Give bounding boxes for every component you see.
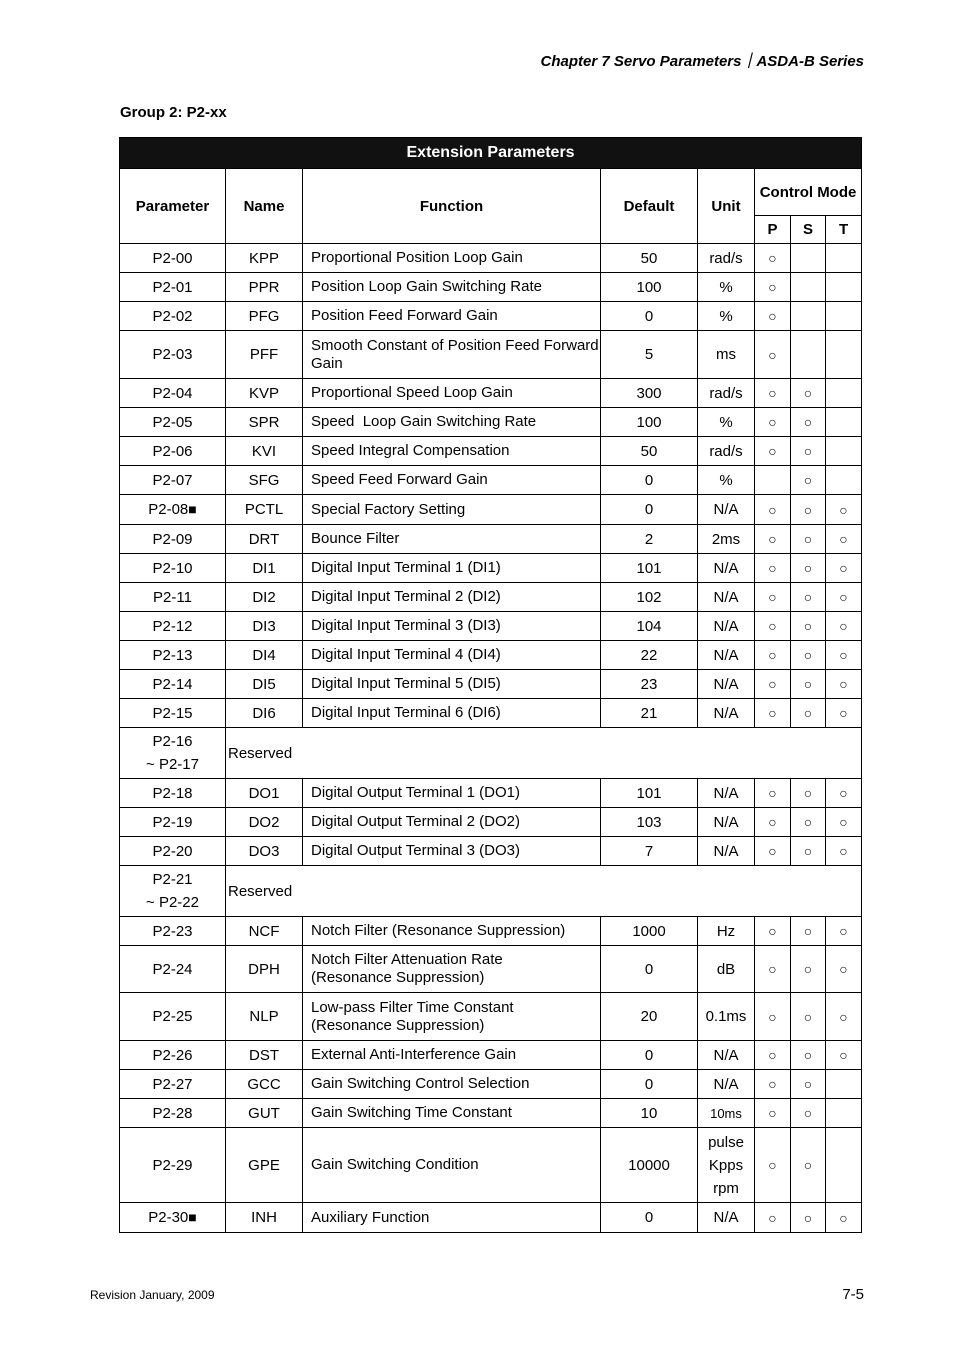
param-cell: P2-26 (120, 1041, 226, 1070)
mode-t-cell: ○ (826, 1203, 862, 1233)
mode-p-cell: ○ (755, 1099, 791, 1128)
col-header-p: P (755, 216, 791, 244)
col-header-unit: Unit (698, 169, 755, 244)
mode-p-cell: ○ (755, 946, 791, 993)
mode-s-cell: ○ (791, 1099, 826, 1128)
function-cell: Digital Input Terminal 3 (DI3) (303, 612, 601, 641)
name-cell: DI2 (226, 583, 303, 612)
mode-p-cell: ○ (755, 583, 791, 612)
default-cell: 5 (601, 331, 698, 379)
default-cell: 102 (601, 583, 698, 612)
table-row (120, 808, 862, 837)
unit-cell: % (698, 302, 755, 331)
table-row (120, 331, 862, 379)
mode-s-cell: ○ (791, 670, 826, 699)
mode-p-cell: ○ (755, 641, 791, 670)
name-cell: NCF (226, 917, 303, 946)
unit-cell: N/A (698, 554, 755, 583)
table-row (120, 917, 862, 946)
group-title: Group 2: P2-xx (120, 104, 227, 121)
name-cell: DPH (226, 946, 303, 993)
function-cell: Speed Integral Compensation (303, 437, 601, 466)
unit-cell: N/A (698, 1041, 755, 1070)
param-cell: P2-24 (120, 946, 226, 993)
mode-t-cell: ○ (826, 612, 862, 641)
table-row (120, 641, 862, 670)
mode-t-cell: ○ (826, 554, 862, 583)
param-range-start: P2-21 (152, 871, 193, 888)
mode-t-cell (826, 1070, 862, 1099)
mode-t-cell (826, 244, 862, 273)
mode-s-cell: ○ (791, 379, 826, 408)
param-cell: P2-29 (120, 1128, 226, 1203)
mode-s-cell: ○ (791, 946, 826, 993)
page-number: 7-5 (842, 1286, 864, 1303)
param-range-end: ~ P2-22 (146, 894, 199, 911)
table-row (120, 525, 862, 554)
param-cell: P2-01 (120, 273, 226, 302)
unit-line-2: Kpps (708, 1156, 744, 1174)
param-cell: P2-12 (120, 612, 226, 641)
mode-t-cell (826, 273, 862, 302)
function-line-2: (Resonance Suppression) (311, 969, 485, 986)
name-cell: KVI (226, 437, 303, 466)
function-cell: Auxiliary Function (303, 1203, 601, 1233)
mode-t-cell: ○ (826, 583, 862, 612)
col-header-control-mode: Control Mode (755, 169, 862, 216)
mode-t-cell (826, 466, 862, 495)
function-cell: Special Factory Setting (303, 495, 601, 525)
param-cell: P2-04 (120, 379, 226, 408)
default-cell: 20 (601, 993, 698, 1041)
function-cell: Digital Input Terminal 6 (DI6) (303, 699, 601, 728)
mode-s-cell: ○ (791, 437, 826, 466)
mode-t-cell: ○ (826, 525, 862, 554)
function-cell: Digital Output Terminal 3 (DO3) (303, 837, 601, 866)
name-cell: PCTL (226, 495, 303, 525)
unit-cell: % (698, 273, 755, 302)
default-cell: 22 (601, 641, 698, 670)
function-cell (303, 946, 601, 993)
param-cell (120, 495, 226, 525)
mode-s-cell: ○ (791, 612, 826, 641)
col-header-default: Default (601, 169, 698, 244)
param-cell: P2-23 (120, 917, 226, 946)
name-cell: SPR (226, 408, 303, 437)
mode-p-cell: ○ (755, 699, 791, 728)
function-cell: Digital Input Terminal 4 (DI4) (303, 641, 601, 670)
unit-cell: N/A (698, 583, 755, 612)
table-row (120, 1099, 862, 1128)
table-banner: Extension Parameters (120, 138, 862, 169)
param-range-start: P2-16 (152, 733, 193, 750)
param-range-cell (120, 728, 226, 779)
default-cell: 100 (601, 408, 698, 437)
table-row (120, 1128, 862, 1203)
default-cell: 23 (601, 670, 698, 699)
table-row (120, 993, 862, 1041)
mode-t-cell (826, 437, 862, 466)
mode-s-cell: ○ (791, 408, 826, 437)
name-cell: DRT (226, 525, 303, 554)
col-header-name: Name (226, 169, 303, 244)
col-header-t: T (826, 216, 862, 244)
name-cell: DI1 (226, 554, 303, 583)
mode-s-cell: ○ (791, 554, 826, 583)
param-cell: P2-07 (120, 466, 226, 495)
name-cell: DI4 (226, 641, 303, 670)
default-cell: 0 (601, 1203, 698, 1233)
mode-p-cell: ○ (755, 244, 791, 273)
table-row-reserved (120, 728, 862, 779)
function-cell: Digital Input Terminal 2 (DI2) (303, 583, 601, 612)
function-cell: Speed Feed Forward Gain (303, 466, 601, 495)
mode-s-cell: ○ (791, 1203, 826, 1233)
param-cell: P2-06 (120, 437, 226, 466)
mode-p-cell: ○ (755, 554, 791, 583)
function-cell: Gain Switching Control Selection (303, 1070, 601, 1099)
name-cell: DI3 (226, 612, 303, 641)
unit-cell (698, 1128, 755, 1203)
default-cell: 103 (601, 808, 698, 837)
unit-cell: N/A (698, 1203, 755, 1233)
table-row (120, 779, 862, 808)
table-row (120, 273, 862, 302)
name-cell: GPE (226, 1128, 303, 1203)
unit-cell: N/A (698, 779, 755, 808)
unit-cell: 10ms (698, 1099, 755, 1128)
mode-t-cell: ○ (826, 495, 862, 525)
table-row (120, 583, 862, 612)
param-cell: P2-14 (120, 670, 226, 699)
revision-footer: Revision January, 2009 (90, 1288, 215, 1302)
mode-s-cell: ○ (791, 583, 826, 612)
mode-p-cell: ○ (755, 273, 791, 302)
param-cell: P2-10 (120, 554, 226, 583)
mode-s-cell: ○ (791, 1128, 826, 1203)
default-cell: 0 (601, 1070, 698, 1099)
mode-p-cell (755, 466, 791, 495)
mode-s-cell: ○ (791, 641, 826, 670)
table-row (120, 244, 862, 273)
mode-p-cell: ○ (755, 495, 791, 525)
function-cell: Position Loop Gain Switching Rate (303, 273, 601, 302)
mode-s-cell: ○ (791, 1070, 826, 1099)
extension-parameters-table (119, 137, 862, 1233)
function-cell: Digital Output Terminal 2 (DO2) (303, 808, 601, 837)
reserved-cell: Reserved (226, 866, 862, 917)
function-cell: Digital Input Terminal 5 (DI5) (303, 670, 601, 699)
mode-p-cell: ○ (755, 1070, 791, 1099)
mode-p-cell: ○ (755, 408, 791, 437)
default-cell: 2 (601, 525, 698, 554)
mode-p-cell: ○ (755, 808, 791, 837)
mode-s-cell: ○ (791, 917, 826, 946)
unit-cell: N/A (698, 641, 755, 670)
unit-cell: N/A (698, 808, 755, 837)
mode-p-cell: ○ (755, 525, 791, 554)
function-cell (303, 993, 601, 1041)
name-cell: GCC (226, 1070, 303, 1099)
mode-s-cell: ○ (791, 779, 826, 808)
mode-p-cell: ○ (755, 670, 791, 699)
table-row (120, 408, 862, 437)
unit-cell: 0.1ms (698, 993, 755, 1041)
function-line-1: Notch Filter Attenuation Rate (311, 951, 503, 968)
name-cell: DO3 (226, 837, 303, 866)
mode-t-cell (826, 302, 862, 331)
param-cell: P2-00 (120, 244, 226, 273)
function-cell: Speed Loop Gain Switching Rate (303, 408, 601, 437)
name-cell: DO2 (226, 808, 303, 837)
mode-s-cell (791, 273, 826, 302)
function-cell: Smooth Constant of Position Feed Forward Gain (303, 331, 601, 379)
param-cell: P2-05 (120, 408, 226, 437)
table-row (120, 1070, 862, 1099)
table-row (120, 670, 862, 699)
col-header-function: Function (303, 169, 601, 244)
table-row (120, 379, 862, 408)
function-cell: Proportional Speed Loop Gain (303, 379, 601, 408)
table-row (120, 554, 862, 583)
param-cell: P2-02 (120, 302, 226, 331)
unit-cell: N/A (698, 612, 755, 641)
default-cell: 50 (601, 437, 698, 466)
mode-s-cell: ○ (791, 466, 826, 495)
table-row (120, 946, 862, 993)
table-row (120, 302, 862, 331)
default-cell: 100 (601, 273, 698, 302)
function-cell: Notch Filter (Resonance Suppression) (303, 917, 601, 946)
unit-cell: N/A (698, 699, 755, 728)
param-range-end: ~ P2-17 (146, 756, 199, 773)
table-row (120, 437, 862, 466)
default-cell: 7 (601, 837, 698, 866)
function-line-2: (Resonance Suppression) (311, 1016, 485, 1034)
function-cell: Digital Input Terminal 1 (DI1) (303, 554, 601, 583)
param-cell (120, 1203, 226, 1233)
mode-t-cell: ○ (826, 699, 862, 728)
table-row (120, 495, 862, 525)
param-cell: P2-19 (120, 808, 226, 837)
param-range-cell (120, 866, 226, 917)
name-cell: KVP (226, 379, 303, 408)
mode-p-cell: ○ (755, 917, 791, 946)
default-cell: 101 (601, 554, 698, 583)
unit-cell: 2ms (698, 525, 755, 554)
mode-t-cell: ○ (826, 641, 862, 670)
table-row (120, 699, 862, 728)
mode-p-cell: ○ (755, 993, 791, 1041)
name-cell: NLP (226, 993, 303, 1041)
table-row (120, 612, 862, 641)
block-marker-icon: ■ (188, 1209, 197, 1225)
table-row (120, 837, 862, 866)
function-cell: Gain Switching Time Constant (303, 1099, 601, 1128)
mode-t-cell: ○ (826, 1041, 862, 1070)
mode-t-cell: ○ (826, 917, 862, 946)
default-cell: 21 (601, 699, 698, 728)
mode-s-cell: ○ (791, 808, 826, 837)
unit-cell: % (698, 408, 755, 437)
param-cell: P2-18 (120, 779, 226, 808)
unit-cell: % (698, 466, 755, 495)
name-cell: SFG (226, 466, 303, 495)
param-cell: P2-20 (120, 837, 226, 866)
name-cell: DI5 (226, 670, 303, 699)
default-cell: 0 (601, 302, 698, 331)
param-cell: P2-09 (120, 525, 226, 554)
default-cell: 10000 (601, 1128, 698, 1203)
mode-t-cell (826, 1099, 862, 1128)
name-cell: KPP (226, 244, 303, 273)
mode-p-cell: ○ (755, 1203, 791, 1233)
mode-p-cell: ○ (755, 331, 791, 379)
default-cell: 50 (601, 244, 698, 273)
default-cell: 0 (601, 946, 698, 993)
mode-s-cell (791, 244, 826, 273)
param-id: P2-30 (148, 1209, 189, 1226)
mode-s-cell (791, 331, 826, 379)
default-cell: 10 (601, 1099, 698, 1128)
default-cell: 0 (601, 466, 698, 495)
param-cell: P2-25 (120, 993, 226, 1041)
col-header-parameter: Parameter (120, 169, 226, 244)
param-cell: P2-27 (120, 1070, 226, 1099)
chapter-header: Chapter 7 Servo Parameters｜ASDA-B Series (540, 53, 864, 70)
col-header-s: S (791, 216, 826, 244)
unit-line-3: rpm (713, 1179, 739, 1197)
unit-cell: N/A (698, 837, 755, 866)
mode-p-cell: ○ (755, 779, 791, 808)
default-cell: 104 (601, 612, 698, 641)
unit-cell: N/A (698, 1070, 755, 1099)
mode-s-cell (791, 302, 826, 331)
param-id: P2-08 (148, 501, 189, 518)
unit-cell: N/A (698, 670, 755, 699)
mode-t-cell: ○ (826, 837, 862, 866)
function-cell: Gain Switching Condition (303, 1128, 601, 1203)
mode-s-cell: ○ (791, 699, 826, 728)
mode-p-cell: ○ (755, 1128, 791, 1203)
mode-p-cell: ○ (755, 437, 791, 466)
mode-s-cell: ○ (791, 525, 826, 554)
unit-cell: rad/s (698, 379, 755, 408)
function-cell: Digital Output Terminal 1 (DO1) (303, 779, 601, 808)
mode-t-cell: ○ (826, 670, 862, 699)
mode-s-cell: ○ (791, 837, 826, 866)
mode-p-cell: ○ (755, 837, 791, 866)
mode-p-cell: ○ (755, 379, 791, 408)
function-cell: Proportional Position Loop Gain (303, 244, 601, 273)
name-cell: PPR (226, 273, 303, 302)
unit-line-1: pulse (708, 1133, 744, 1151)
default-cell: 101 (601, 779, 698, 808)
mode-p-cell: ○ (755, 612, 791, 641)
mode-s-cell: ○ (791, 1041, 826, 1070)
table-row (120, 1203, 862, 1233)
function-cell: External Anti-Interference Gain (303, 1041, 601, 1070)
default-cell: 300 (601, 379, 698, 408)
table-row (120, 466, 862, 495)
param-cell: P2-15 (120, 699, 226, 728)
mode-p-cell: ○ (755, 302, 791, 331)
mode-t-cell (826, 379, 862, 408)
param-cell: P2-03 (120, 331, 226, 379)
mode-p-cell: ○ (755, 1041, 791, 1070)
name-cell: GUT (226, 1099, 303, 1128)
function-line-1: Low-pass Filter Time Constant (311, 998, 514, 1016)
mode-t-cell: ○ (826, 946, 862, 993)
name-cell: PFF (226, 331, 303, 379)
unit-cell: ms (698, 331, 755, 379)
unit-cell: N/A (698, 495, 755, 525)
default-cell: 0 (601, 495, 698, 525)
mode-t-cell: ○ (826, 808, 862, 837)
name-cell: DST (226, 1041, 303, 1070)
default-cell: 0 (601, 1041, 698, 1070)
mode-t-cell (826, 331, 862, 379)
mode-s-cell: ○ (791, 495, 826, 525)
reserved-cell: Reserved (226, 728, 862, 779)
name-cell: INH (226, 1203, 303, 1233)
mode-t-cell: ○ (826, 993, 862, 1041)
table-row (120, 1041, 862, 1070)
default-cell: 1000 (601, 917, 698, 946)
param-cell: P2-28 (120, 1099, 226, 1128)
name-cell: DO1 (226, 779, 303, 808)
block-marker-icon: ■ (188, 501, 197, 517)
function-cell: Bounce Filter (303, 525, 601, 554)
name-cell: DI6 (226, 699, 303, 728)
unit-cell: rad/s (698, 244, 755, 273)
table-row-reserved (120, 866, 862, 917)
mode-s-cell: ○ (791, 993, 826, 1041)
function-cell: Position Feed Forward Gain (303, 302, 601, 331)
unit-cell: Hz (698, 917, 755, 946)
param-cell: P2-13 (120, 641, 226, 670)
mode-t-cell (826, 1128, 862, 1203)
param-cell: P2-11 (120, 583, 226, 612)
mode-t-cell (826, 408, 862, 437)
mode-t-cell: ○ (826, 779, 862, 808)
unit-cell: dB (698, 946, 755, 993)
unit-cell: rad/s (698, 437, 755, 466)
name-cell: PFG (226, 302, 303, 331)
